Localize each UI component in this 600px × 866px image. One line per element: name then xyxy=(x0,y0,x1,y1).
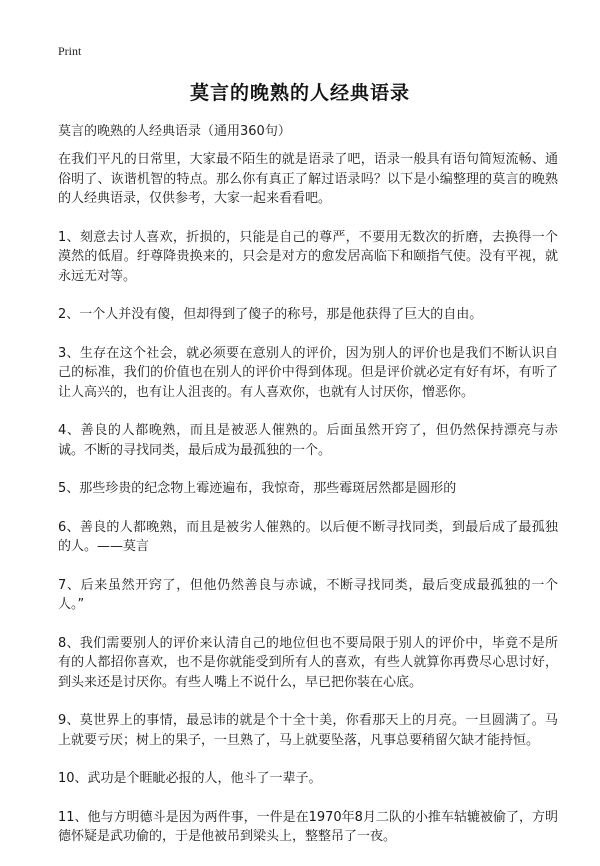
print-label[interactable]: Print xyxy=(58,44,82,58)
quote-paragraph-11: 11、他与方明德斗是因为两件事，一件是在1970年8月二队的小推车轱辘被偷了，方明德怀疑是武功偷的，于是他被吊到梁头上，整整吊了一夜。 xyxy=(58,809,558,844)
quote-paragraph-10: 10、武功是个睚眦必报的人，他斗了一辈子。 xyxy=(58,771,322,786)
quote-paragraph-8: 8、我们需要别人的评价来认清自己的地位但也不要局限于别人的评价中，毕竟不是所有的人都招你喜欢，也不是你就能受到所有人的喜欢，有些人就算你再费尽心思讨好，到头来还是讨厌你。有些人嘴上不说什么，早已把你装在心底。 xyxy=(58,635,558,690)
quote-paragraph-6: 6、善良的人都晚熟，而且是被劣人催熟的。以后便不断寻找同类，到最后成了最孤独的人。——莫言 xyxy=(58,519,558,554)
quote-paragraph-1: 1、刻意去讨人喜欢，折损的，只能是自己的尊严，不要用无数次的折磨，去换得一个漠然的低眉。纡尊降贵换来的，只会是对方的愈发居高临下和颐指气使。没有平视，就永远无对等。 xyxy=(58,229,558,284)
quote-paragraph-7: 7、后来虽然开窍了，但他仍然善良与赤诚，不断寻找同类，最后变成最孤独的一个人。” xyxy=(58,577,558,612)
quote-paragraph-4: 4、善良的人都晚熟，而且是被恶人催熟的。后面虽然开窍了，但仍然保持漂亮与赤诚。不断的寻找同类，最后成为最孤独的一个。 xyxy=(58,423,558,458)
intro-paragraph: 在我们平凡的日常里，大家最不陌生的就是语录了吧，语录一般具有语句简短流畅、通俗明了、诙谐机智的特点。那么你有真正了解过语录吗？以下是小编整理的莫言的晚熟的人经典语录，仅供参考，大家一起来看看吧。 xyxy=(58,152,558,206)
quote-paragraph-2: 2、一个人并没有傻，但却得到了傻子的称号，那是他获得了巨大的自由。 xyxy=(58,307,483,322)
article-body xyxy=(58,150,558,866)
quote-paragraph-9: 9、莫世界上的事情，最忌讳的就是个十全十美，你看那天上的月亮。一旦圆满了。马上就要亏厌；树上的果子，一旦熟了，马上就要坠落，凡事总要稍留欠缺才能持恒。 xyxy=(58,713,558,748)
page-title: 莫言的晚熟的人经典语录 xyxy=(189,82,410,104)
page-subtitle: 莫言的晚熟的人经典语录（通用360句） xyxy=(58,124,291,139)
quote-paragraph-5: 5、那些珍贵的纪念物上霉迹遍布，我惊奇，那些霉斑居然都是圆形的 xyxy=(58,481,457,496)
quote-paragraph-3: 3、生存在这个社会，就必须要在意别人的评价，因为别人的评价也是我们不断认识自己的标准，我们的价值也在别人的评价中得到体现。但是评价就必定有好有坏，有听了让人高兴的，也有让人沮丧的。有人喜欢你，也就有人讨厌你，憎恶你。 xyxy=(58,345,558,400)
